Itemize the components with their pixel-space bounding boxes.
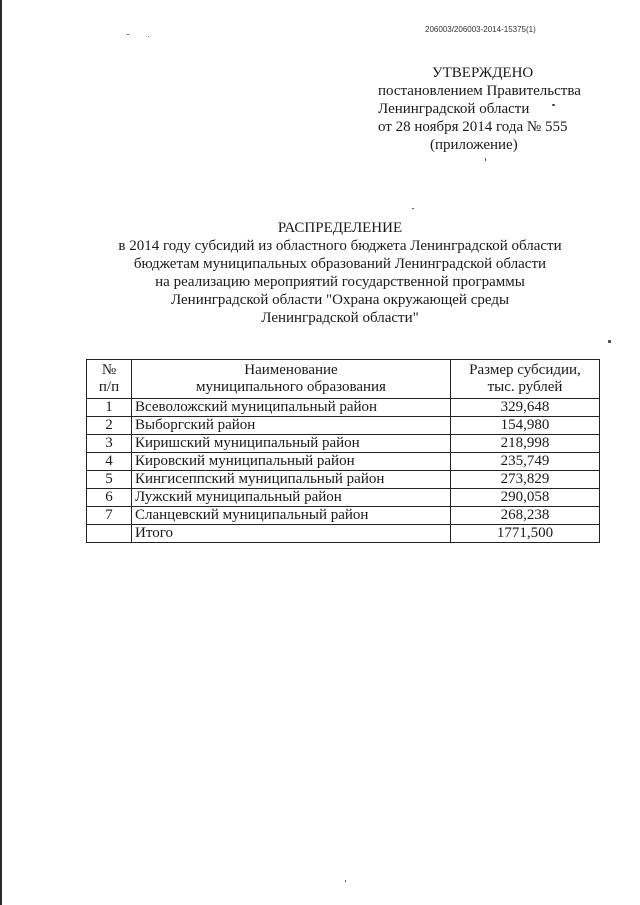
header-num-line-1: № — [101, 362, 117, 378]
table-row — [87, 417, 600, 435]
total-sum: 1771,500 — [451, 525, 600, 543]
header-name — [132, 360, 451, 399]
total-label: Итого — [132, 525, 451, 543]
row-sum: 268,238 — [451, 507, 600, 525]
row-name: Всеволожский муниципальный район — [132, 399, 451, 417]
row-num: 2 — [87, 417, 132, 435]
heading-title: РАСПРЕДЕЛЕНИЕ — [277, 220, 403, 236]
header-sum — [451, 360, 600, 399]
scan-speck — [552, 104, 555, 106]
table-row — [87, 489, 600, 507]
approval-line-1: постановлением Правительства — [378, 83, 581, 99]
heading-line-3: на реализацию мероприятий государственной программы — [155, 274, 525, 290]
scan-speck — [485, 158, 486, 161]
approval-title: УТВЕРЖДЕНО — [432, 65, 534, 81]
table-row — [87, 399, 600, 417]
approval-note: (приложение) — [430, 137, 518, 153]
approval-line-3: от 28 ноября 2014 года № 555 — [378, 119, 568, 135]
row-name: Выборгский район — [132, 417, 451, 435]
row-name: Кингисеппский муниципальный район — [132, 471, 451, 489]
row-sum: 235,749 — [451, 453, 600, 471]
row-num: 7 — [87, 507, 132, 525]
table-total-row — [87, 525, 600, 543]
header-name-line-2: муниципального образования — [196, 379, 386, 395]
header-name-line-1: Наименование — [244, 362, 338, 378]
row-name: Кировский муниципальный район — [132, 453, 451, 471]
row-sum: 329,648 — [451, 399, 600, 417]
heading-line-5: Ленинградской области" — [261, 310, 419, 326]
table-row — [87, 471, 600, 489]
header-sum-line-1: Размер субсидии, — [469, 362, 581, 378]
header-sum-line-2: тыс. рублей — [487, 379, 563, 395]
scan-speck — [608, 340, 611, 343]
document-heading — [60, 219, 620, 327]
row-name: Лужский муниципальный район — [132, 489, 451, 507]
heading-line-1: в 2014 году субсидий из областного бюджета Ленинградской области — [118, 238, 562, 254]
scan-speck — [148, 36, 149, 37]
approval-block — [378, 64, 618, 154]
heading-line-2: бюджетам муниципальных образований Ленинградской области — [133, 256, 547, 272]
row-num: 5 — [87, 471, 132, 489]
scan-speck — [412, 208, 414, 209]
table-header-row — [87, 360, 600, 399]
table-row — [87, 435, 600, 453]
row-num: 6 — [87, 489, 132, 507]
row-name: Сланцевский муниципальный район — [132, 507, 451, 525]
subsidy-table — [86, 359, 600, 543]
scan-speck — [345, 880, 346, 882]
row-sum: 273,829 — [451, 471, 600, 489]
table-row — [87, 507, 600, 525]
row-num: 1 — [87, 399, 132, 417]
approval-line-2: Ленинградской области — [378, 101, 530, 117]
document-code: 206003/206003-2014-15375(1) — [425, 25, 536, 34]
row-sum: 290,058 — [451, 489, 600, 507]
page-edge — [0, 0, 2, 905]
header-num-line-2: п/п — [98, 379, 120, 395]
row-name: Киришский муниципальный район — [132, 435, 451, 453]
row-num: 4 — [87, 453, 132, 471]
header-num — [87, 360, 132, 399]
table-row — [87, 453, 600, 471]
row-num: 3 — [87, 435, 132, 453]
total-num — [87, 525, 132, 543]
heading-line-4: Ленинградской области "Охрана окружающей среды — [170, 292, 510, 308]
row-sum: 154,980 — [451, 417, 600, 435]
row-sum: 218,998 — [451, 435, 600, 453]
scan-speck — [127, 34, 129, 35]
